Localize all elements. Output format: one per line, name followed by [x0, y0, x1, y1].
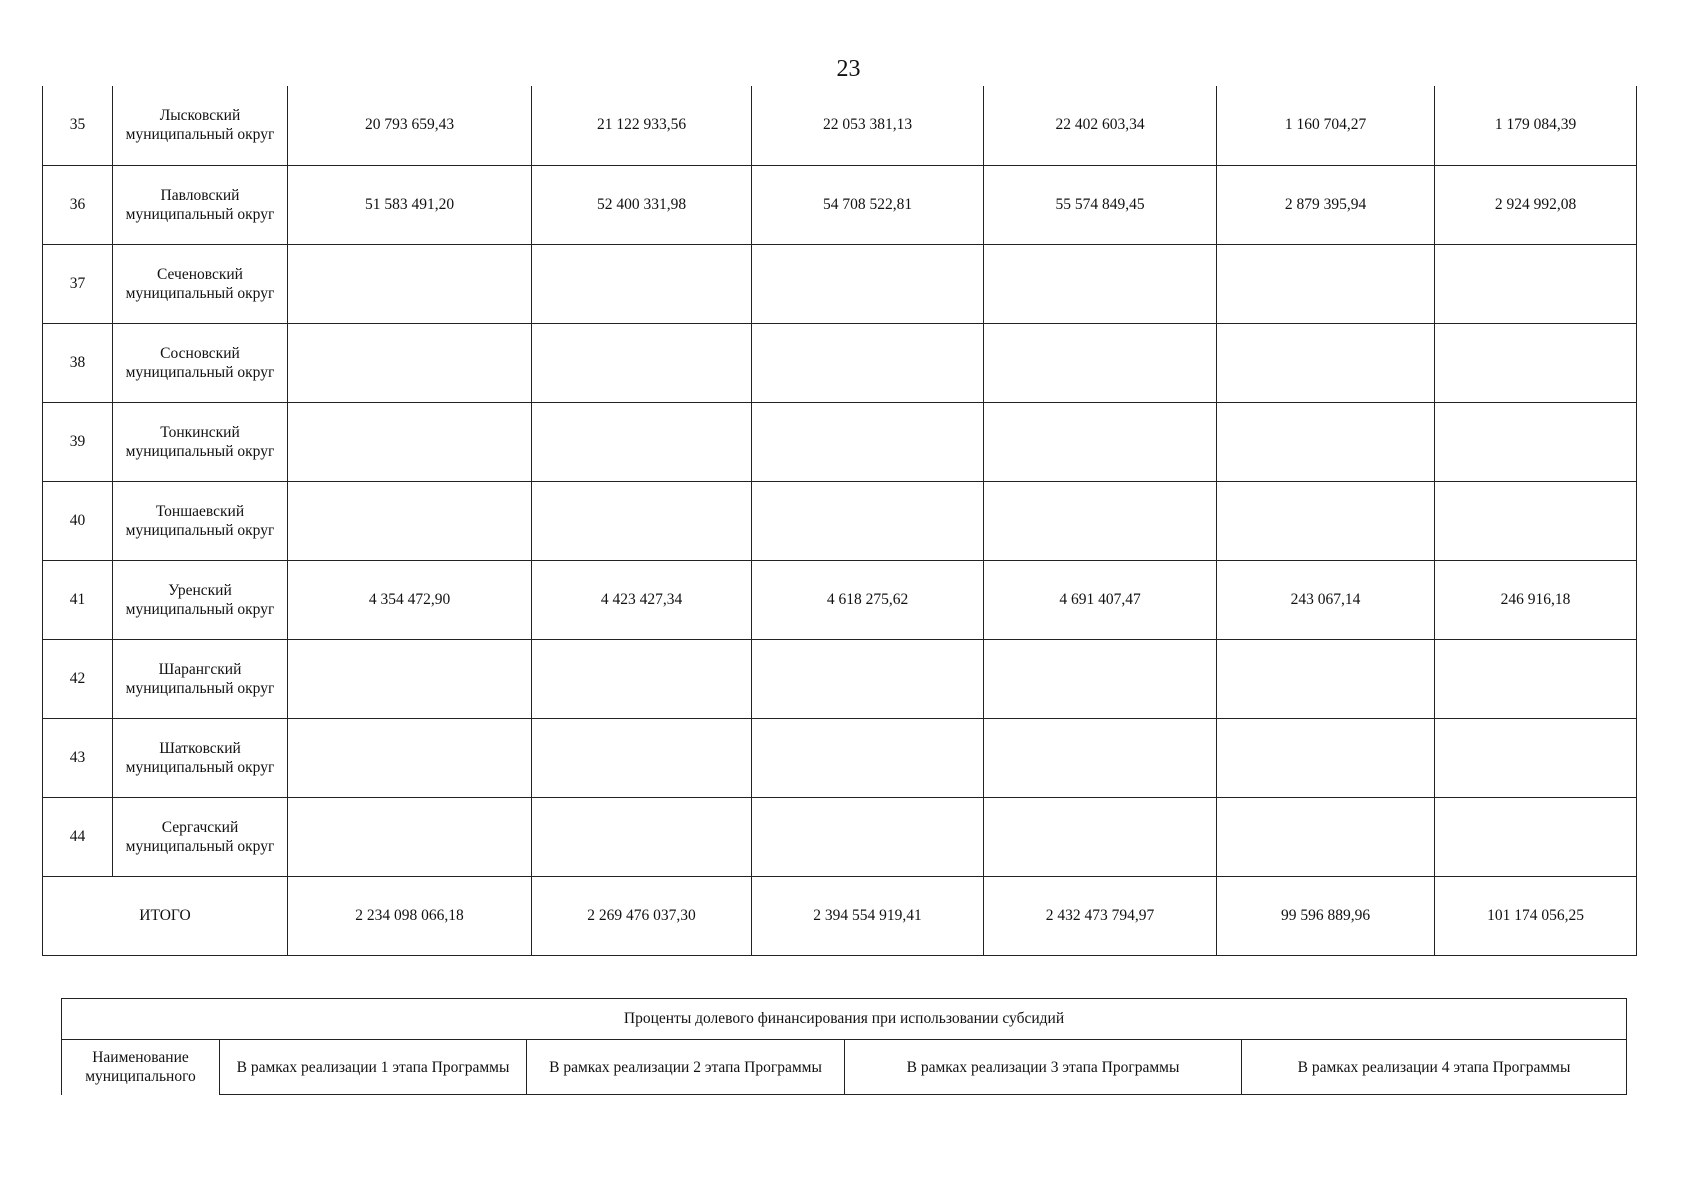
- amount-cell: [1217, 244, 1435, 323]
- amount-cell: [752, 718, 984, 797]
- amount-cell: [984, 481, 1217, 560]
- amount-cell: [752, 639, 984, 718]
- municipality-name: Сосновский муниципальный округ: [113, 323, 288, 402]
- row-number: 44: [43, 797, 113, 876]
- amount-cell: 52 400 331,98: [532, 165, 752, 244]
- amount-cell: [1217, 639, 1435, 718]
- table-row: [43, 323, 1637, 402]
- municipality-name: Сеченовский муниципальный округ: [113, 244, 288, 323]
- table-row: [43, 86, 1637, 165]
- amount-cell: 4 691 407,47: [984, 560, 1217, 639]
- amount-cell: [1435, 402, 1637, 481]
- row-number: 35: [43, 86, 113, 165]
- amount-cell: [288, 323, 532, 402]
- amount-cell: [752, 402, 984, 481]
- amount-cell: [984, 639, 1217, 718]
- amount-cell: [532, 323, 752, 402]
- amount-cell: 51 583 491,20: [288, 165, 532, 244]
- amount-cell: 243 067,14: [1217, 560, 1435, 639]
- amount-cell: [1435, 481, 1637, 560]
- total-amount-cell: 2 432 473 794,97: [984, 876, 1217, 955]
- stage-1-header: В рамках реализации 1 этапа Программы: [220, 1040, 527, 1095]
- amount-cell: 1 179 084,39: [1435, 86, 1637, 165]
- amount-cell: [532, 797, 752, 876]
- table-row: [43, 797, 1637, 876]
- stage-4-header: В рамках реализации 4 этапа Программы: [1242, 1040, 1627, 1095]
- amount-cell: 22 053 381,13: [752, 86, 984, 165]
- table-row: [43, 402, 1637, 481]
- amount-cell: 4 354 472,90: [288, 560, 532, 639]
- amount-cell: 2 879 395,94: [1217, 165, 1435, 244]
- amount-cell: 55 574 849,45: [984, 165, 1217, 244]
- table-body: [43, 86, 1637, 955]
- amount-cell: [752, 244, 984, 323]
- amount-cell: [752, 797, 984, 876]
- municipality-name-header: Наименование муниципального: [62, 1040, 220, 1095]
- total-amount-cell: 2 394 554 919,41: [752, 876, 984, 955]
- total-label: ИТОГО: [43, 876, 288, 955]
- amount-cell: [532, 402, 752, 481]
- amount-cell: [1435, 244, 1637, 323]
- amount-cell: [752, 481, 984, 560]
- amount-cell: [532, 481, 752, 560]
- amount-cell: [1435, 323, 1637, 402]
- subsidy-distribution-table: [42, 86, 1637, 956]
- amount-cell: 20 793 659,43: [288, 86, 532, 165]
- table-row: [43, 560, 1637, 639]
- row-number: 37: [43, 244, 113, 323]
- amount-cell: [532, 718, 752, 797]
- row-number: 40: [43, 481, 113, 560]
- table-row: [43, 481, 1637, 560]
- stage-3-header: В рамках реализации 3 этапа Программы: [845, 1040, 1242, 1095]
- amount-cell: [984, 797, 1217, 876]
- municipality-name: Тонкинский муниципальный округ: [113, 402, 288, 481]
- total-amount-cell: 99 596 889,96: [1217, 876, 1435, 955]
- amount-cell: [984, 323, 1217, 402]
- amount-cell: 246 916,18: [1435, 560, 1637, 639]
- amount-cell: 21 122 933,56: [532, 86, 752, 165]
- municipality-name: Павловский муниципальный округ: [113, 165, 288, 244]
- amount-cell: [984, 402, 1217, 481]
- municipality-name: Лысковский муниципальный округ: [113, 86, 288, 165]
- amount-cell: 4 618 275,62: [752, 560, 984, 639]
- amount-cell: [984, 718, 1217, 797]
- amount-cell: [1435, 718, 1637, 797]
- total-amount-cell: 2 269 476 037,30: [532, 876, 752, 955]
- table-row: [43, 165, 1637, 244]
- amount-cell: 4 423 427,34: [532, 560, 752, 639]
- amount-cell: [532, 639, 752, 718]
- row-number: 36: [43, 165, 113, 244]
- municipality-name: Шарангский муниципальный округ: [113, 639, 288, 718]
- stage-2-header: В рамках реализации 2 этапа Программы: [527, 1040, 845, 1095]
- percent-table-title: Проценты долевого финансирования при использовании субсидий: [62, 999, 1627, 1040]
- table-row: [43, 718, 1637, 797]
- amount-cell: [1435, 639, 1637, 718]
- amount-cell: [752, 323, 984, 402]
- amount-cell: [288, 244, 532, 323]
- amount-cell: [288, 797, 532, 876]
- municipality-name: Тоншаевский муниципальный округ: [113, 481, 288, 560]
- page-number: 23: [836, 56, 861, 82]
- total-amount-cell: 101 174 056,25: [1435, 876, 1637, 955]
- amount-cell: [1217, 402, 1435, 481]
- amount-cell: [288, 481, 532, 560]
- row-number: 43: [43, 718, 113, 797]
- amount-cell: [1217, 718, 1435, 797]
- amount-cell: [288, 402, 532, 481]
- table-row: [43, 639, 1637, 718]
- row-number: 42: [43, 639, 113, 718]
- amount-cell: 2 924 992,08: [1435, 165, 1637, 244]
- amount-cell: [1217, 323, 1435, 402]
- municipality-name: Шатковский муниципальный округ: [113, 718, 288, 797]
- amount-cell: [288, 718, 532, 797]
- amount-cell: [1217, 797, 1435, 876]
- row-number: 38: [43, 323, 113, 402]
- cofinancing-percentages-table: [61, 998, 1627, 1095]
- amount-cell: [984, 244, 1217, 323]
- table-row: [43, 244, 1637, 323]
- amount-cell: [1435, 797, 1637, 876]
- amount-cell: [288, 639, 532, 718]
- amount-cell: [532, 244, 752, 323]
- total-amount-cell: 2 234 098 066,18: [288, 876, 532, 955]
- row-number: 41: [43, 560, 113, 639]
- municipality-name: Сергачский муниципальный округ: [113, 797, 288, 876]
- amount-cell: 22 402 603,34: [984, 86, 1217, 165]
- amount-cell: [1217, 481, 1435, 560]
- total-row: [43, 876, 1637, 955]
- row-number: 39: [43, 402, 113, 481]
- municipality-name: Уренский муниципальный округ: [113, 560, 288, 639]
- amount-cell: 54 708 522,81: [752, 165, 984, 244]
- amount-cell: 1 160 704,27: [1217, 86, 1435, 165]
